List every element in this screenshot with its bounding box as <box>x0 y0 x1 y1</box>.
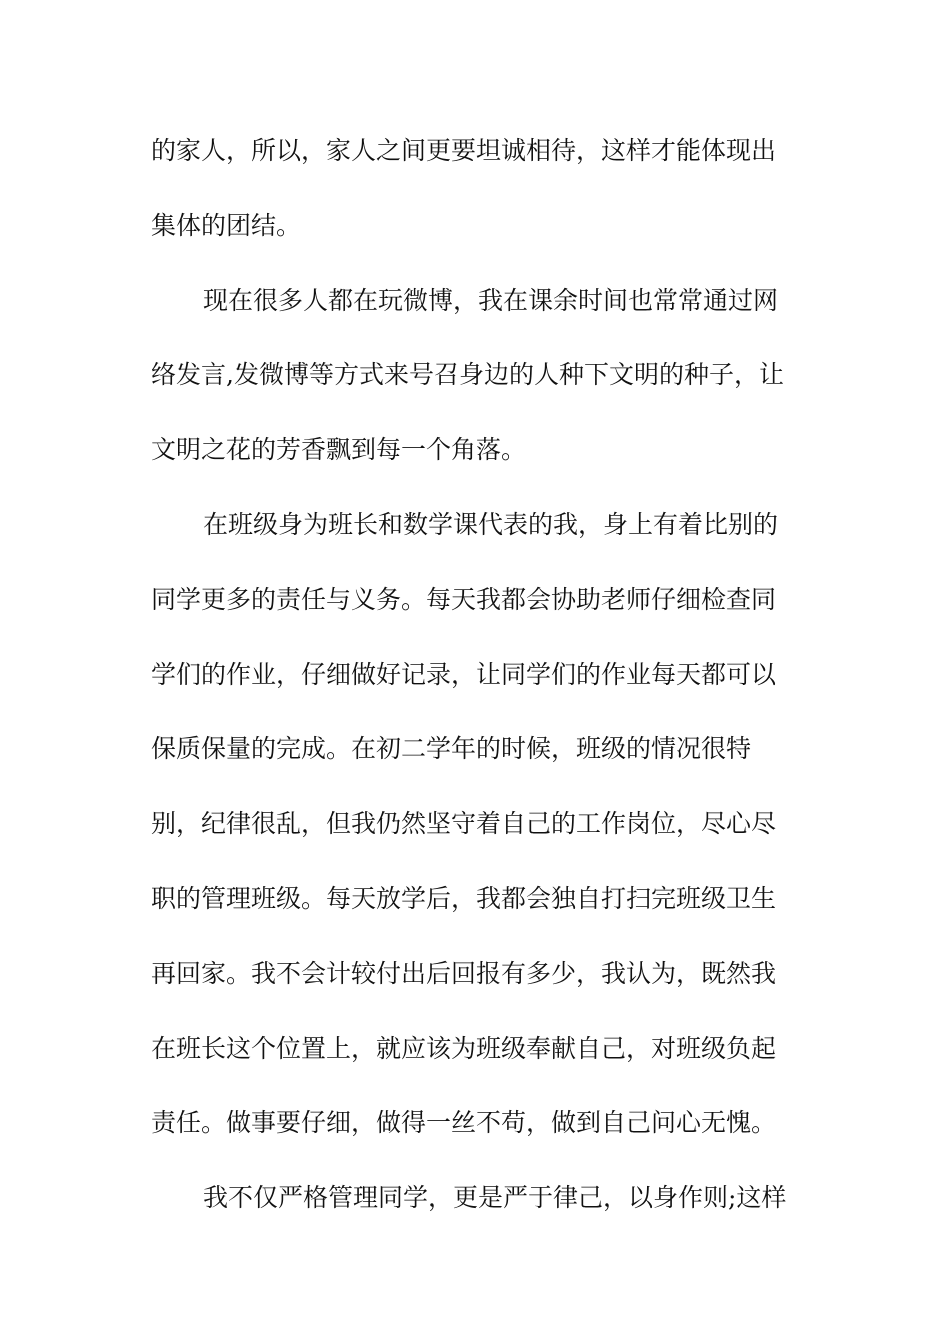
text-line: 保质保量的完成。在初二学年的时候，班级的情况很特 <box>151 734 752 764</box>
text-line: 的家人，所以，家人之间更要坦诚相待，这样才能体现出 <box>151 136 777 165</box>
text-line: 再回家。我不会计较付出后回报有多少，我认为，既然我 <box>151 958 777 988</box>
text-line: 别，纪律很乱，但我仍然坚守着自己的工作岗位，尽心尽 <box>151 809 777 839</box>
text-line: 同学更多的责任与义务。每天我都会协助老师仔细检查同 <box>151 584 777 614</box>
document-body <box>151 129 811 1251</box>
text-line-paragraph-start: 现在很多人都在玩微博，我在课余时间也常常通过网 <box>203 285 779 315</box>
text-line-paragraph-start: 我不仅严格管理同学，更是严于律己，以身作则;这样 <box>203 1183 787 1213</box>
text-line: 在班长这个位置上，就应该为班级奉献自己，对班级负起 <box>151 1033 777 1063</box>
text-line: 文明之花的芳香飘到每一个角落。 <box>151 435 527 465</box>
text-line: 学们的作业，仔细做好记录，让同学们的作业每天都可以 <box>151 659 777 689</box>
text-line: 络发言,发微博等方式来号召身边的人种下文明的种子，让 <box>151 360 784 390</box>
text-line-paragraph-start: 在班级身为班长和数学课代表的我，身上有着比别的 <box>203 509 779 539</box>
text-line: 责任。做事要仔细，做得一丝不苟，做到自己问心无愧。 <box>151 1108 777 1138</box>
text-line: 职的管理班级。每天放学后，我都会独自打扫完班级卫生 <box>151 883 777 913</box>
text-line: 集体的团结。 <box>151 210 302 240</box>
